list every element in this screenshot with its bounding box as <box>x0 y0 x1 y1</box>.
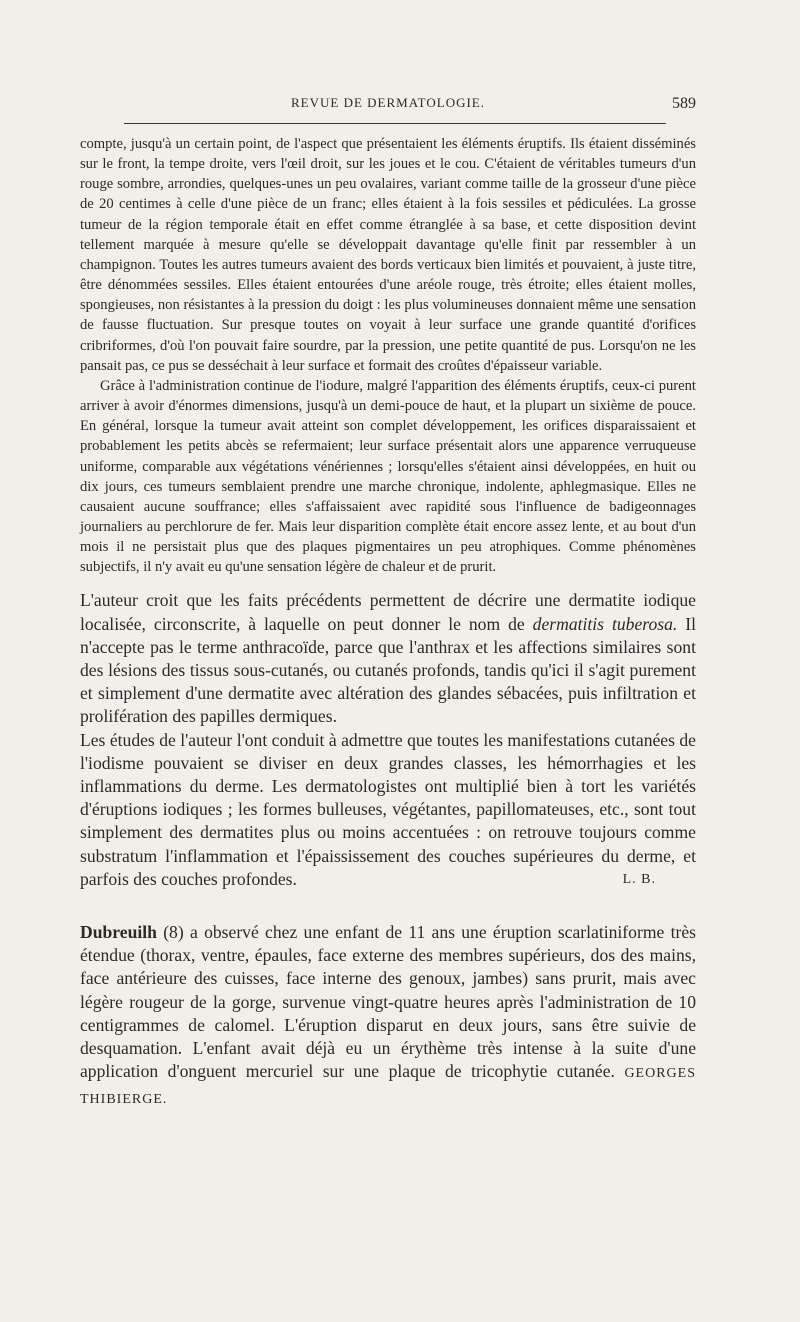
header-rule <box>124 123 666 124</box>
journal-page <box>80 95 696 1111</box>
page-number: 589 <box>672 95 696 112</box>
text-after-term: Il n'accepte pas le terme anthracoïde, parce que l'anthrax et les affections similaires sont des lésions des tissus sous-cutanés, ou cutanés profonds, tandis qu'ici il s'agit purement et simplement d'une dermatite avec altération des glandes sébacées, puis infiltration et prolifération des papilles dermiques. <box>80 613 696 727</box>
paragraph-case-evolution: Grâce à l'administration continue de l'iodure, malgré l'apparition des éléments éruptifs, ceux-ci purent arriver à avoir d'énormes dimensions, jusqu'à un demi-pouce de haut, et la plupart un sixième de pouce. En général, lorsque la tumeur avait atteint son complet développement, les orifices disparaissaient et probablement les petits abcès se refermaient; leur surface présentait alors une apparence verruqueuse uniforme, comparable aux végétations vénériennes ; lorsqu'elles s'étaient ainsi développées, en huit ou dix jours, ces tumeurs semblaient prendre une marche chronique, indolente, aphlegmasique. Elles ne causaient aucune souffrance; elles s'affaissaient avec rapidité sous l'influence de badigeonnages journaliers au perchlorure de fer. Mais leur disparition complète était encore assez lente, et au bout d'un mois il ne persistait plus que des plaques pigmentaires un peu atrophiques. Comme phénomènes subjectifs, il n'y avait eu qu'une sensation légère de chaleur et de prurit. <box>80 377 696 576</box>
section-gap <box>80 891 696 921</box>
paragraph-dermatitis-tuberosa <box>80 589 696 728</box>
review-commentary <box>80 589 696 1110</box>
text-before-term: L'auteur croit que les faits précédents permettent de décrire une dermatite iodique localisée, circonscrite, à laquelle on peut donner le nom de <box>80 590 696 634</box>
signature-thibierge: GEORGES THIBIERGE. <box>80 1066 696 1107</box>
author-dubreuilh: Dubreuilh <box>80 922 157 943</box>
signature-lb: L. B. <box>622 871 656 887</box>
term-dermatitis-tuberosa: dermatitis tuberosa. <box>532 613 678 634</box>
journal-title: REVUE DE DERMATOLOGIE. <box>291 95 485 110</box>
case-description <box>80 134 696 577</box>
running-head <box>80 95 696 119</box>
paragraph-iodism-classes <box>80 729 696 891</box>
paragraph-case-continued: compte, jusqu'à un certain point, de l'aspect que présentaient les éléments éruptifs. Ils étaient disséminés sur le front, la tempe droite, vers l'œil droit, sur les joues et le cou. C'étaient de véritables tumeurs d'un rouge sombre, arrondies, quelques-unes un peu ovalaires, variant comme taille de la grosseur d'une pièce de 20 centimes à celle d'une pièce de un franc; elles étaient à la fois sessiles et pédiculées. La grosse tumeur de la région temporale était en effet comme étranglée à sa base, et cette disposition devint tellement marquée à mesure qu'elle se développait davantage qu'elle finit par ressembler à un champignon. Toutes les autres tumeurs avaient des bords verticaux bien limités et pouvaient, à juste titre, être dénommées sessiles. Elles étaient entourées d'une aréole rouge, très étroite; elles étaient molles, spongieuses, non résistantes à la pression du doigt : les plus volumineuses donnaient même une sensation de fausse fluctuation. Sur presque toutes on voyait à leur surface une grande quantité d'orifices cribriformes, d'où l'on pouvait faire sourdre, par la pression, une petite quantité de pus. Lorsqu'on ne les pansait pas, ce pus se desséchait à leur surface et formait des croûtes d'épaisseur variable. <box>80 136 696 374</box>
paragraph-dubreuilh <box>80 921 696 1111</box>
iodism-text: Les études de l'auteur l'ont conduit à admettre que toutes les manifestations cutanées de l'iodisme pouvaient se diviser en deux grandes classes, les hémorrhagies et les inflammations du derme. Les dermatologistes ont multiplié bien à tort les variétés d'éruptions iodiques ; les formes bulleuses, végétantes, papillomateuses, etc., sont tout simplement des dermatites plus ou moins accentuées : on retrouve toujours comme substratum l'inflammation et l'épaississement des couches supérieures du derme, et parfois des couches profondes. <box>80 729 696 889</box>
dubreuilh-text: (8) a observé chez une enfant de 11 ans une éruption scarlatiniforme très étendue (thorax, ventre, épaules, face externe des membres supérieurs, dos des mains, face antérieure des cuisses, face interne des genoux, jambes) sans prurit, mais avec légère rougeur de la gorge, survenue vingt-quatre heures après l'administration de 10 centigrammes de calomel. L'éruption disparut en deux jours, sans être suivie de desquamation. L'enfant avait déjà eu un érythème très intense à la suite d'une application d'onguent mercuriel sur une plaque de tricophytie cutanée. <box>80 922 696 1082</box>
